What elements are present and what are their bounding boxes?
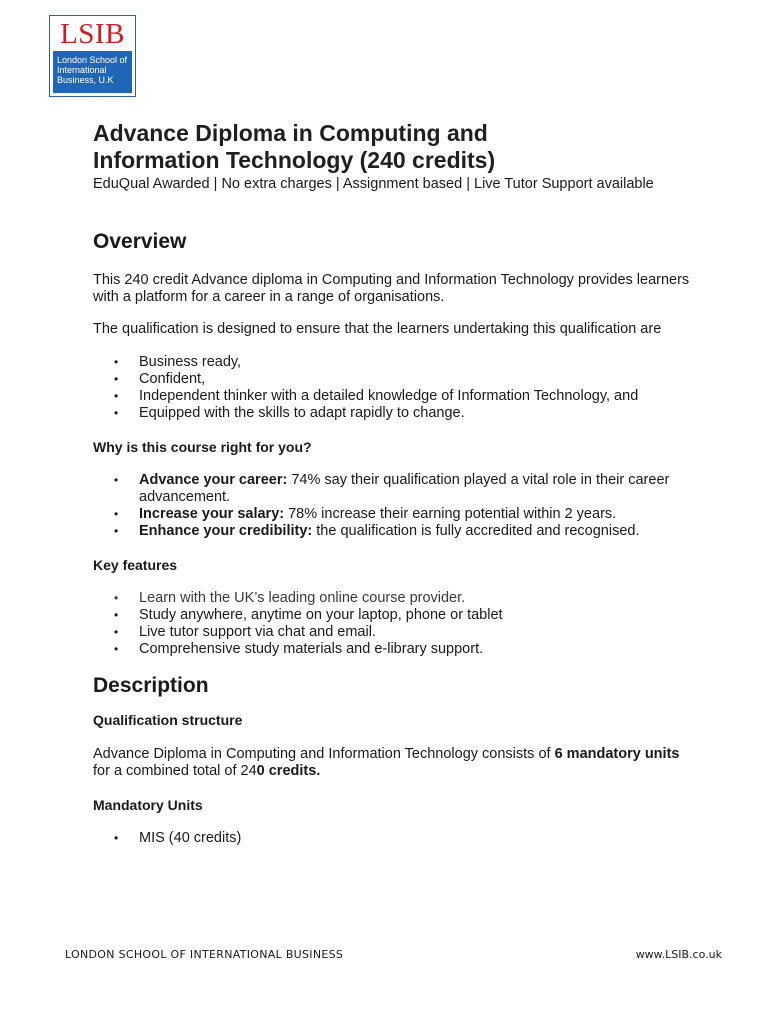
list-item: • Learn with the UK’s leading online course provider. bbox=[93, 590, 693, 607]
tagline: EduQual Awarded | No extra charges | Assignment based | Live Tutor Support available bbox=[93, 176, 654, 192]
logo-line: London School of bbox=[57, 55, 128, 65]
lsib-logo bbox=[49, 15, 136, 97]
structure-bold-b: 0 credits. bbox=[256, 763, 321, 779]
item-text: 78% increase their earning potential within 2 years. bbox=[284, 506, 617, 522]
document-body bbox=[93, 120, 693, 847]
key-features-list bbox=[93, 590, 693, 658]
page-title bbox=[93, 120, 693, 174]
list-item: • MIS (40 credits) bbox=[93, 830, 693, 847]
item-text: 74% say their qualification played a vital role in their career advancement. bbox=[139, 472, 670, 505]
list-item bbox=[93, 506, 693, 523]
overview-bullet-list bbox=[93, 354, 693, 422]
logo-line: Business, U.K bbox=[57, 75, 114, 85]
structure-text-b: for a combined total of 24 bbox=[93, 763, 257, 779]
footer-website: www.LSIB.co.uk bbox=[635, 948, 722, 961]
mandatory-units-heading: Mandatory Units bbox=[93, 797, 203, 813]
item-text: the qualification is fully accredited and recognised. bbox=[312, 523, 640, 539]
why-heading: Why is this course right for you? bbox=[93, 439, 312, 455]
structure-text-a: Advance Diploma in Computing and Information Technology consists of bbox=[93, 746, 555, 762]
qualification-structure-text bbox=[93, 746, 693, 780]
description-heading: Description bbox=[93, 674, 209, 697]
title-line-1: Advance Diploma in Computing and bbox=[93, 120, 488, 146]
list-item: • Business ready, bbox=[93, 354, 693, 371]
footer-school-name: LONDON SCHOOL OF INTERNATIONAL BUSINESS bbox=[65, 948, 344, 961]
list-item: • Live tutor support via chat and email. bbox=[93, 624, 693, 641]
item-label: Increase your salary: bbox=[139, 506, 285, 522]
item-label: Enhance your credibility: bbox=[139, 523, 313, 539]
structure-bold-a: 6 mandatory units bbox=[554, 746, 680, 762]
item-label: Advance your career: bbox=[139, 472, 288, 488]
title-line-2: Information Technology (240 credits) bbox=[93, 147, 496, 173]
why-list bbox=[93, 472, 693, 540]
list-item: • Equipped with the skills to adapt rapidly to change. bbox=[93, 405, 693, 422]
overview-paragraph-2: The qualification is designed to ensure that the learners undertaking this qualification are bbox=[93, 321, 662, 337]
list-item: • Comprehensive study materials and e-library support. bbox=[93, 641, 693, 658]
list-item bbox=[93, 472, 693, 506]
qualification-structure-heading: Qualification structure bbox=[93, 712, 243, 728]
list-item: • Independent thinker with a detailed knowledge of Information Technology, and bbox=[93, 388, 693, 405]
overview-heading: Overview bbox=[93, 230, 187, 253]
list-item: • Confident, bbox=[93, 371, 693, 388]
logo-line: International bbox=[57, 65, 107, 75]
list-item: • Study anywhere, anytime on your laptop, phone or tablet bbox=[93, 607, 693, 624]
logo-subtitle-box bbox=[53, 51, 132, 93]
logo-wordmark: LSIB bbox=[60, 18, 125, 50]
list-item bbox=[93, 523, 693, 540]
key-features-heading: Key features bbox=[93, 557, 178, 573]
mandatory-units-list bbox=[93, 830, 693, 847]
overview-paragraph-1: This 240 credit Advance diploma in Computing and Information Technology provides learners with a platform for a career in a range of organisations. bbox=[93, 272, 690, 305]
